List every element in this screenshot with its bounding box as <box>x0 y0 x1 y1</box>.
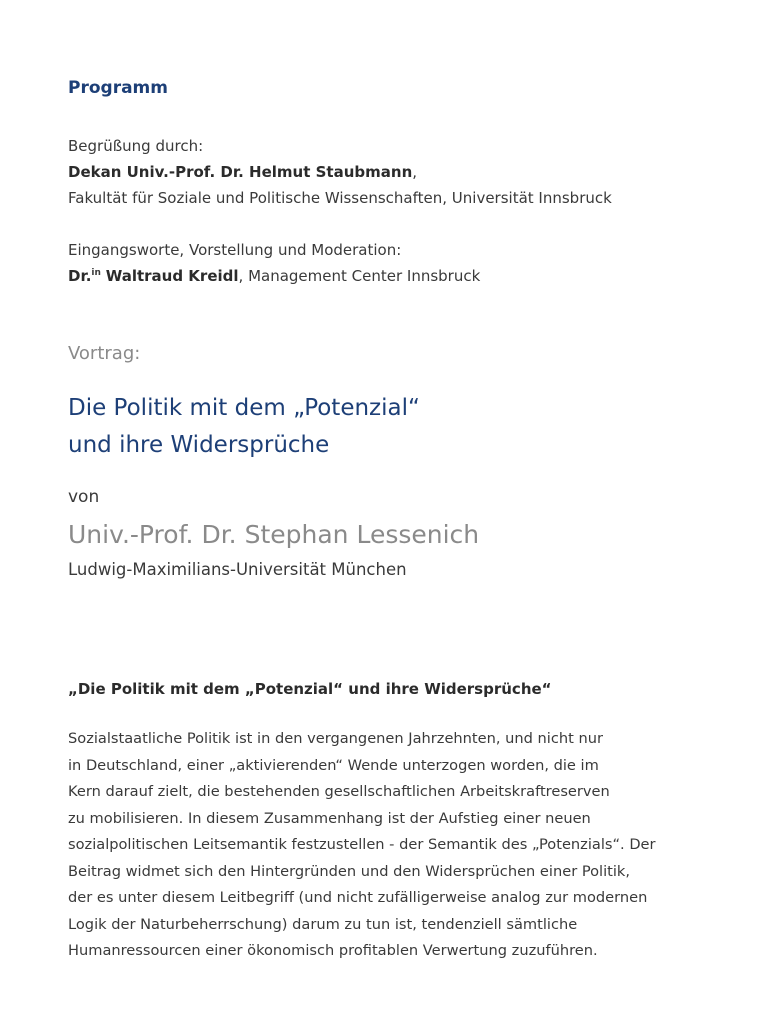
abstract-line: in Deutschland, einer „aktivierenden“ Wende unterzogen worden, die im <box>68 756 599 774</box>
welcome-affiliation: Fakultät für Soziale und Politische Wissenschaften, Universität Innsbruck <box>68 189 612 207</box>
welcome-speaker-name: Dekan Univ.-Prof. Dr. Helmut Staubmann <box>68 163 413 181</box>
welcome-section <box>68 133 612 211</box>
abstract-line: Sozialstaatliche Politik ist in den vergangenen Jahrzehnten, und nicht nur <box>68 730 603 747</box>
abstract-body <box>68 726 656 965</box>
abstract-line: Beitrag widmet sich den Hintergründen und den Widersprüchen einer Politik, <box>68 862 631 880</box>
programm-heading: Programm <box>68 78 168 98</box>
abstract-title: „Die Politik mit dem „Potenzial“ und ihre Widersprüche“ <box>68 680 552 698</box>
talk-speaker-name: Univ.-Prof. Dr. Stephan Lessenich <box>68 520 480 549</box>
abstract-line: sozialpolitischen Leitsemantik festzustellen - der Semantik des „Potenzials“. Der <box>68 836 656 853</box>
moderation-section <box>68 237 480 289</box>
talk-label: Vortrag: <box>68 343 141 364</box>
moderation-line <box>68 263 480 289</box>
abstract-line: Logik der Naturbeherrschung) darum zu tun ist, tendenziell sämtliche <box>68 915 578 933</box>
moderation-title-prefix: Dr. <box>68 267 92 285</box>
abstract-line: der es unter diesem Leitbegriff (und nicht zufälligerweise analog zur modernen <box>68 889 648 906</box>
moderation-title-superscript: in <box>91 268 101 278</box>
abstract-line: Kern darauf zielt, die bestehenden gesellschaftlichen Arbeitskraftreserven <box>68 783 610 800</box>
welcome-speaker-suffix: , <box>412 163 418 181</box>
welcome-speaker-line <box>68 159 612 185</box>
abstract-line: Humanressourcen einer ökonomisch profitablen Verwertung zuzuführen. <box>68 942 598 959</box>
moderation-name: Waltraud Kreidl <box>105 267 239 285</box>
talk-title-line: und ihre Widersprüche <box>68 432 330 458</box>
talk-title-line: Die Politik mit dem „Potenzial“ <box>68 395 420 421</box>
abstract-line: zu mobilisieren. In diesem Zusammenhang ist der Aufstieg einer neuen <box>68 809 591 827</box>
moderation-intro: Eingangsworte, Vorstellung und Moderation: <box>68 241 402 259</box>
moderation-affiliation: , Management Center Innsbruck <box>238 267 481 285</box>
talk-speaker-affiliation: Ludwig-Maximilians-Universität München <box>68 560 407 579</box>
by-label: von <box>68 487 100 507</box>
welcome-intro: Begrüßung durch: <box>68 137 204 155</box>
talk-title <box>68 390 420 464</box>
